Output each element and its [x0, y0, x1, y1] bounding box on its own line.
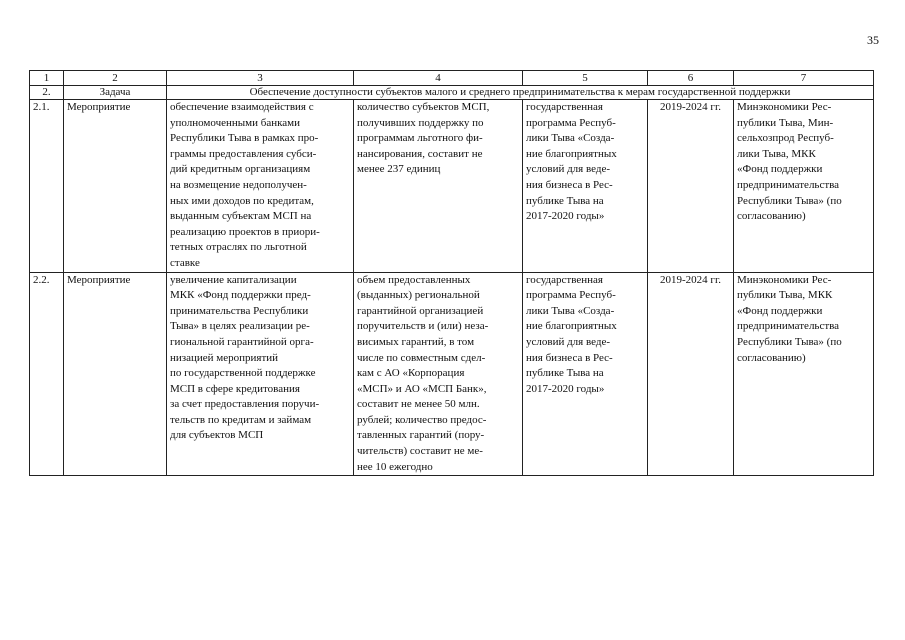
cell-text-line: ния бизнеса в Рес- — [526, 178, 613, 191]
column-number-cell: 5 — [523, 71, 648, 86]
cell-text-line: публики Тыва, Мин- — [737, 116, 834, 129]
item-responsible — [734, 272, 874, 476]
column-number-cell: 7 — [734, 71, 874, 86]
task-title: Обеспечение доступности субъектов малого и среднего предпринимательства к мерам государственной поддержки — [167, 86, 874, 100]
cell-text-line: висимых гарантий, в том — [357, 335, 475, 348]
cell-text-line: сельхозпрод Респуб- — [737, 132, 834, 145]
cell-text-line: количество субъектов МСП, — [357, 101, 490, 113]
cell-text-line: предпринимательства — [737, 178, 840, 191]
cell-text-line: лики Тыва «Созда- — [526, 304, 615, 317]
cell-text-line: МСП в сфере кредитования — [170, 382, 300, 395]
item-type: Мероприятие — [64, 272, 167, 476]
cell-text-line: тельств по кредитам и займам — [170, 413, 312, 426]
table-row — [30, 100, 874, 273]
cell-text-line: для субъектов МСП — [170, 429, 264, 442]
cell-text-line: «Фонд поддержки — [737, 304, 823, 317]
cell-text-line: Минэкономики Рес- — [737, 101, 832, 113]
item-indicator — [354, 100, 523, 273]
cell-text-line: выданным субъектам МСП на — [170, 210, 312, 223]
cell-text-line: согласованию) — [737, 351, 806, 364]
cell-text-line: на возмещение недополучен- — [170, 178, 307, 191]
task-row — [30, 86, 874, 100]
cell-text-line: ние благоприятных — [526, 147, 617, 160]
cell-text-line: «МСП» и АО «МСП Банк», — [357, 382, 487, 395]
cell-text-line: государственная — [526, 101, 603, 113]
cell-text-line: условий для веде- — [526, 163, 610, 176]
cell-text-line: лики Тыва «Созда- — [526, 132, 615, 145]
column-number-cell: 4 — [354, 71, 523, 86]
cell-text-line: реализацию проектов в приори- — [170, 225, 320, 238]
cell-text-line: «Фонд поддержки — [737, 163, 823, 176]
cell-text-line: уполномоченными банками — [170, 116, 301, 129]
item-description — [167, 100, 354, 273]
task-label: Задача — [64, 86, 167, 100]
item-period: 2019-2024 гг. — [648, 100, 734, 273]
cell-text-line: за счет предоставления поручи- — [170, 398, 320, 411]
cell-text-line: Минэкономики Рес- — [737, 273, 832, 286]
column-number-cell: 3 — [167, 71, 354, 86]
cell-text-line: ных ими доходов по кредитам, — [170, 194, 314, 207]
cell-text-line: согласованию) — [737, 210, 806, 223]
cell-text-line: программа Респуб- — [526, 289, 616, 302]
cell-text-line: программа Респуб- — [526, 116, 616, 129]
cell-text-line: Тыва» в целях реализации ре- — [170, 320, 310, 333]
item-period: 2019-2024 гг. — [648, 272, 734, 476]
cell-text-line: Республики Тыва» (по — [737, 194, 842, 207]
cell-text-line: публике Тыва на — [526, 194, 604, 207]
item-type: Мероприятие — [64, 100, 167, 273]
item-indicator — [354, 272, 523, 476]
cell-text-line: публике Тыва на — [526, 367, 604, 380]
measures-table — [29, 70, 874, 476]
cell-text-line: лики Тыва, МКК — [737, 147, 816, 160]
cell-text-line: тетных отраслях по льготной — [170, 241, 307, 254]
column-number-cell: 1 — [30, 71, 64, 86]
table-row — [30, 272, 874, 476]
cell-text-line: кам с АО «Корпорация — [357, 367, 465, 380]
cell-text-line: обеспечение взаимодействия с — [170, 101, 314, 113]
cell-text-line: поручительств и (или) неза- — [357, 320, 489, 333]
cell-text-line: гарантийной организацией — [357, 304, 484, 317]
cell-text-line: чительств) составит не ме- — [357, 445, 483, 458]
column-number-cell: 2 — [64, 71, 167, 86]
cell-text-line: 2017-2020 годы» — [526, 210, 605, 223]
item-program — [523, 272, 648, 476]
cell-text-line: программам льготного фи- — [357, 132, 483, 145]
column-number-row — [30, 71, 874, 86]
cell-text-line: Республики Тыва» (по — [737, 335, 842, 348]
cell-text-line: увеличение капитализации — [170, 273, 297, 286]
cell-text-line: ния бизнеса в Рес- — [526, 351, 613, 364]
cell-text-line: ставке — [170, 256, 200, 269]
cell-text-line: числе по совместным сдел- — [357, 351, 486, 364]
item-program — [523, 100, 648, 273]
cell-text-line: принимательства Республики — [170, 304, 309, 317]
cell-text-line: граммы предоставления субси- — [170, 147, 317, 160]
cell-text-line: низацией мероприятий — [170, 351, 279, 364]
cell-text-line: публики Тыва, МКК — [737, 289, 833, 302]
task-number: 2. — [30, 86, 64, 100]
item-number: 2.1. — [30, 100, 64, 273]
cell-text-line: рублей; количество предос- — [357, 413, 487, 426]
item-responsible — [734, 100, 874, 273]
cell-text-line: объем предоставленных — [357, 273, 471, 286]
cell-text-line: 2017-2020 годы» — [526, 382, 605, 395]
cell-text-line: МКК «Фонд поддержки пред- — [170, 289, 311, 302]
page-number: 35 — [867, 33, 879, 47]
cell-text-line: по государственной поддержке — [170, 367, 316, 380]
cell-text-line: условий для веде- — [526, 335, 610, 348]
cell-text-line: дий кредитным организациям — [170, 163, 311, 176]
item-number: 2.2. — [30, 272, 64, 476]
cell-text-line: предпринимательства — [737, 320, 840, 333]
item-description — [167, 272, 354, 476]
cell-text-line: тавленных гарантий (пору- — [357, 429, 485, 442]
cell-text-line: нее 10 ежегодно — [357, 460, 433, 473]
cell-text-line: гиональной гарантийной орга- — [170, 335, 314, 348]
cell-text-line: менее 237 единиц — [357, 163, 441, 176]
cell-text-line: нансирования, составит не — [357, 147, 483, 160]
cell-text-line: государственная — [526, 273, 603, 286]
cell-text-line: (выданных) региональной — [357, 289, 480, 302]
column-number-cell: 6 — [648, 71, 734, 86]
cell-text-line: Республики Тыва в рамках про- — [170, 132, 319, 145]
cell-text-line: ние благоприятных — [526, 320, 617, 333]
cell-text-line: составит не менее 50 млн. — [357, 398, 480, 411]
cell-text-line: получивших поддержку по — [357, 116, 484, 129]
